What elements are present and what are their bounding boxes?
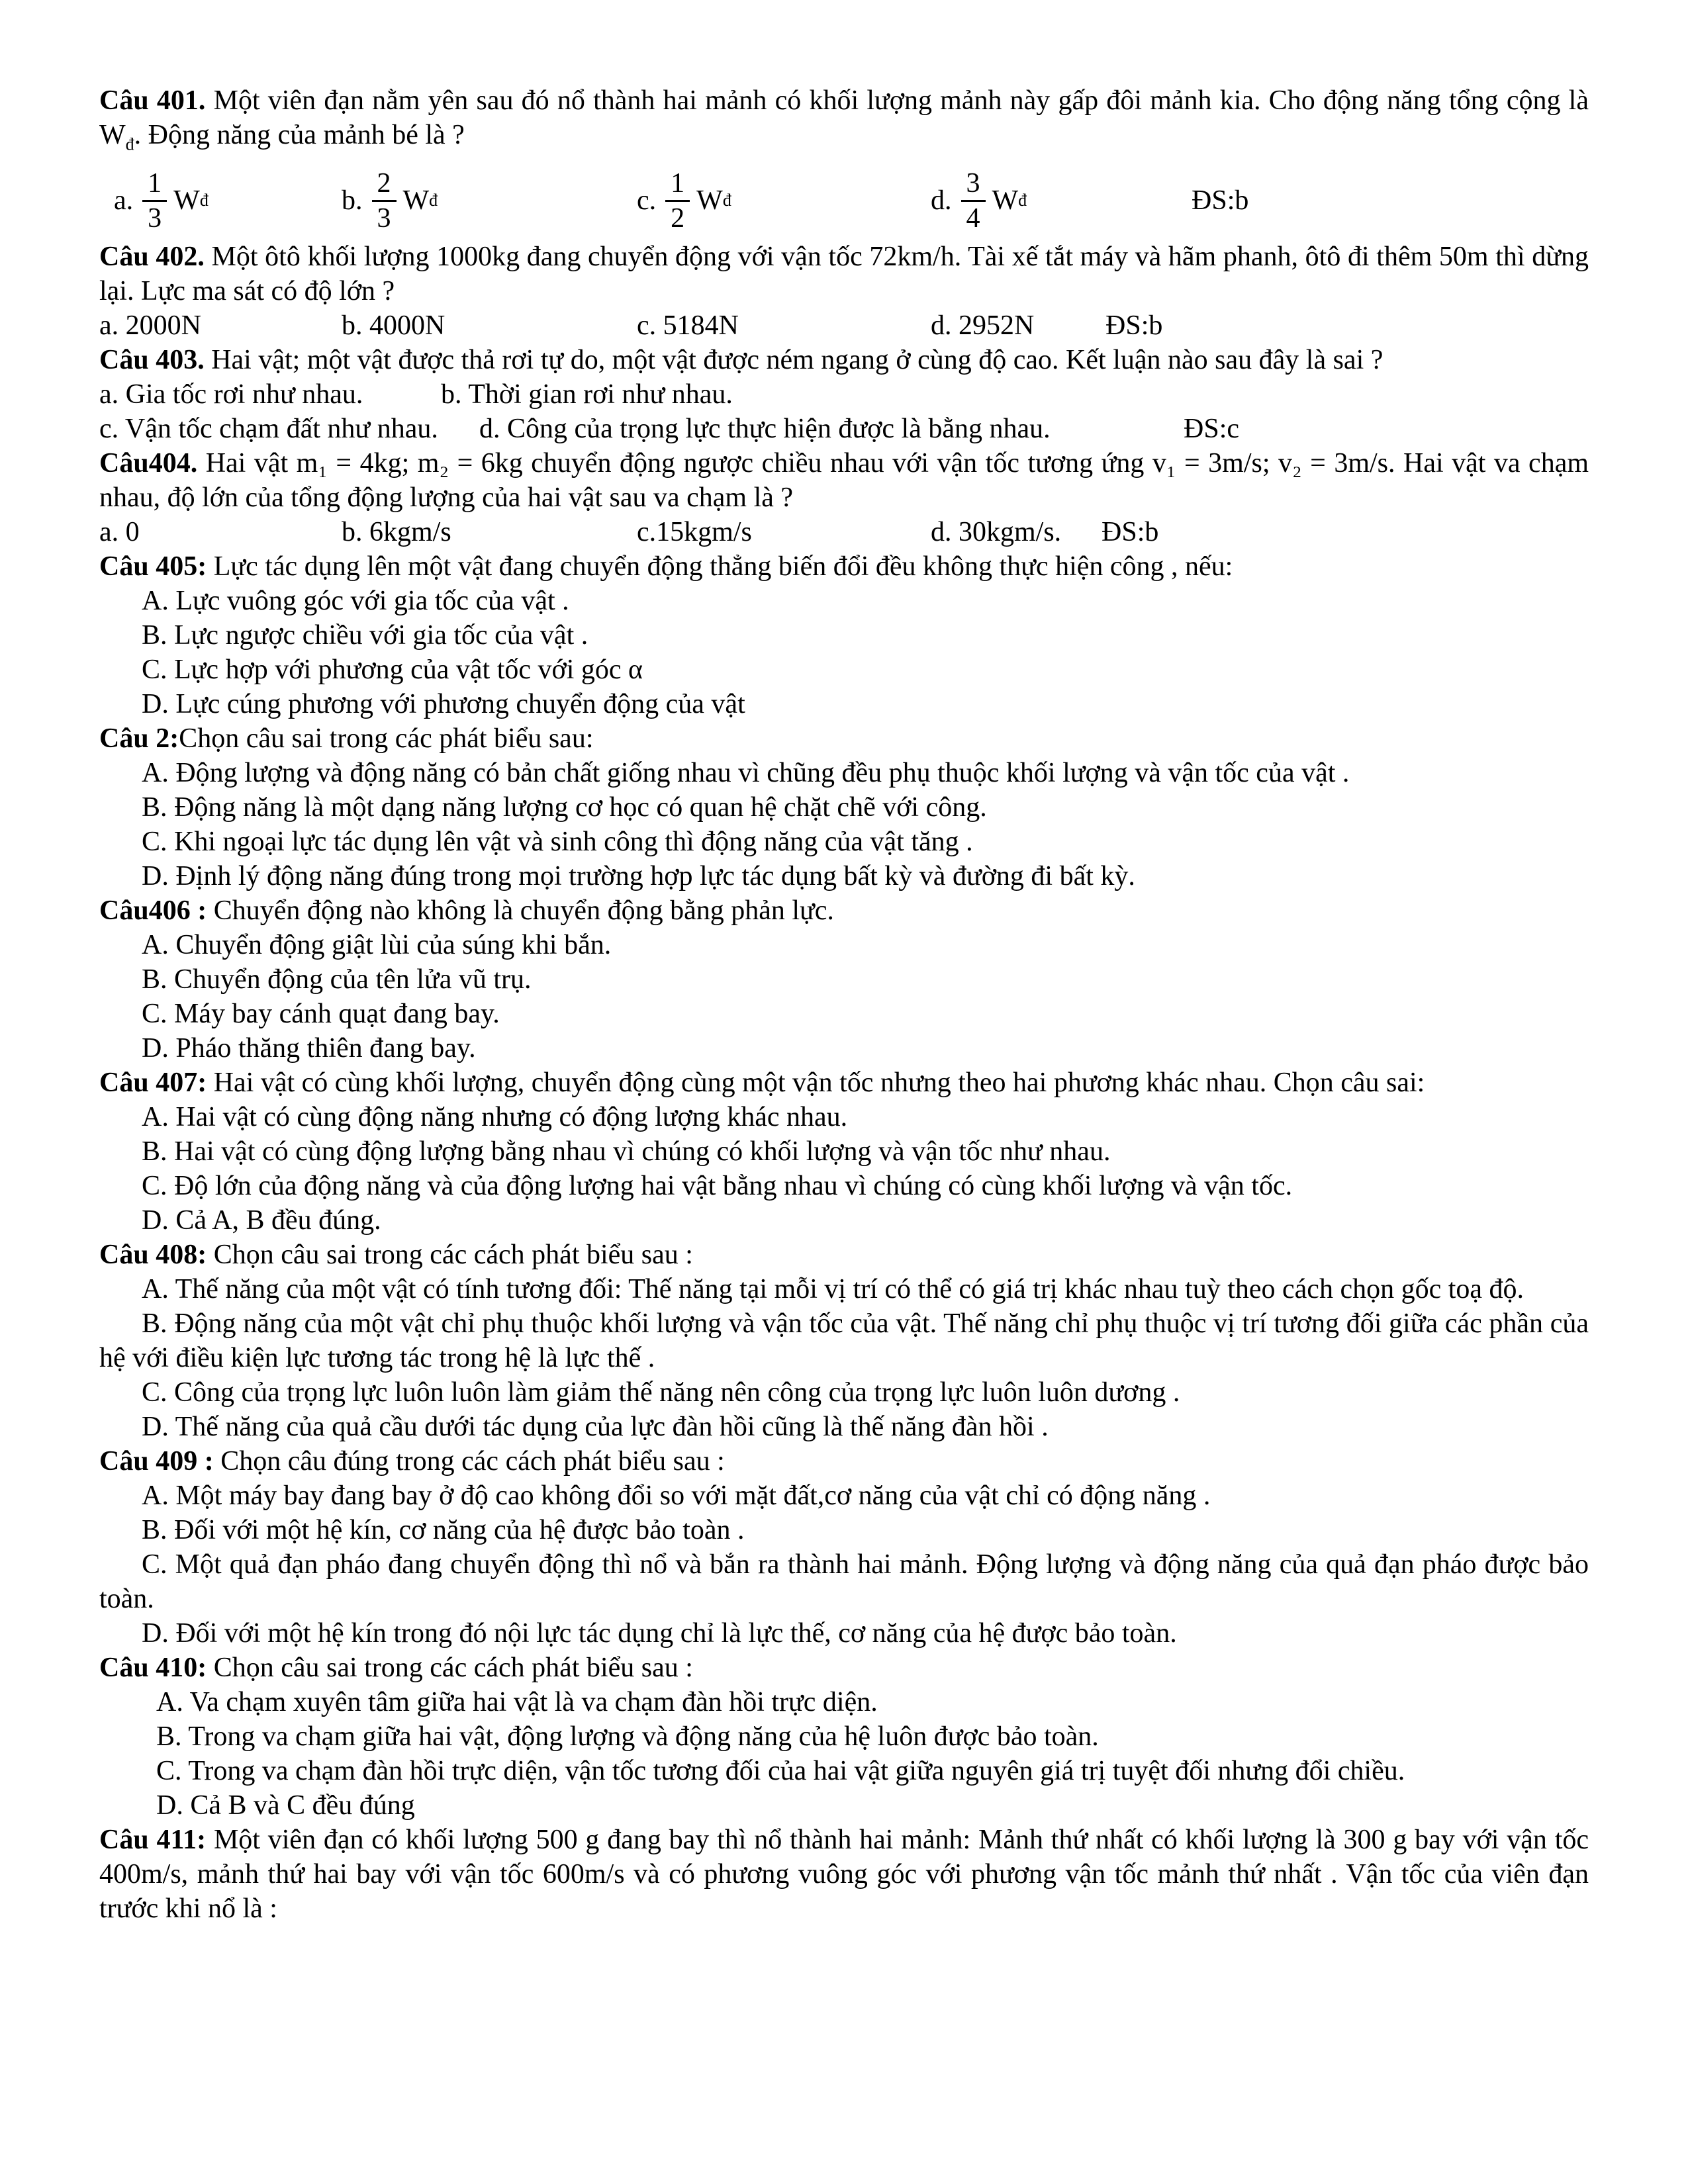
fraction-a [142,167,167,235]
question-402-label: Câu 402. [99,242,205,273]
question-411-text: Một viên đạn có khối lượng 500 g đang bay thì nổ thành hai mảnh: Mảnh thứ nhất có khối lượng là 300 g bay với vận tốc 400m/s, mảnh thứ hai bay với vận tốc 600m/s và có phương vuông góc với phương vận tốc mảnh thứ nhất . Vận tốc của viên đạn trước khi nổ là : [99,1825,1589,1925]
option-a-symbol: W [173,185,200,216]
option-b-symbol: W [402,185,430,216]
fraction-a-denominator: 3 [148,203,162,234]
question-407-text: Hai vật có cùng khối lượng, chuyển động cùng một vận tốc nhưng theo hai phương khác nhau. Chọn câu sai: [213,1068,1425,1099]
question-2 [99,721,1589,756]
fraction-c-numerator: 1 [665,167,690,202]
option-a-prefix: a. [114,185,134,216]
fraction-d-denominator: 4 [966,203,980,234]
question-408-label: Câu 408: [99,1240,207,1271]
question-2-option-a: A. Động lượng và động năng có bản chất giống nhau vì chũng đều phụ thuộc khối lượng và vận tốc của vật . [142,758,1350,789]
question-406-option-a: A. Chuyển động giật lùi của súng khi bắn. [142,930,612,961]
fraction-b-numerator: 2 [372,167,397,202]
question-2-option-d: D. Định lý động năng đúng trong mọi trường hợp lực tác dụng bất kỳ và đường đi bất kỳ. [142,861,1135,892]
question-404-option-b: b. 6kgm/s [342,517,451,548]
question-406-option-d: D. Pháo thăng thiên đang bay. [142,1033,476,1064]
question-401-text [99,85,1589,154]
fraction-b [372,167,397,235]
question-404-option-a: a. 0 [99,517,140,548]
question-404-text: Hai vật m₁ = 4kg; m₂ = 6kg chuyển động ngược chiều nhau với vận tốc tương ứng v₁ = 3m/s; v₂ = 3m/s. Hai vật va chạm nhau, độ lớn của tổng động lượng của hai vật sau va chạm là ? [99,448,1589,514]
question-407-option-b: B. Hai vật có cùng động lượng bằng nhau vì chúng có khối lượng và vận tốc như nhau. [142,1136,1111,1167]
option-a-symbol-subscript: đ [199,191,209,210]
question-404-option-c: c.15kgm/s [637,517,752,548]
question-405-option-c: C. Lực hợp với phương của vật tốc với góc α [142,655,643,686]
question-403-answer: ĐS:c [1184,414,1239,445]
question-411 [99,1823,1589,1926]
fraction-c-denominator: 2 [671,203,685,234]
option-c-symbol-subscript: đ [722,191,731,210]
question-401 [99,83,1589,161]
question-408-option-d: D. Thế năng của quả cầu dưới tác dụng của lực đàn hồi cũng là thế năng đàn hồi . [142,1412,1049,1443]
question-402-option-a: a. 2000N [99,310,201,341]
question-402-option-d: d. 2952N [931,310,1035,341]
option-b-symbol-subscript: đ [429,191,438,210]
question-402-option-c: c. 5184N [637,310,739,341]
fraction-a-numerator: 1 [142,167,167,202]
question-408-option-a: A. Thế năng của một vật có tính tương đối: Thế năng tại mỗi vị trí có thể có giá trị khác nhau tuỳ theo cách chọn gốc toạ độ. [142,1274,1524,1305]
question-409-option-c: C. Một quả đạn pháo đang chuyển động thì nổ và bắn ra thành hai mảnh. Động lượng và động năng của quả đạn pháo được bảo toàn. [99,1549,1589,1615]
question-401-option-c [637,161,731,240]
question-402-text: Một ôtô khối lượng 1000kg đang chuyển động với vận tốc 72km/h. Tài xế tắt máy và hãm phanh, ôtô đi thêm 50m thì dừng lại. Lực ma sát có độ lớn ? [99,242,1589,307]
question-401-label: Câu 401. [99,85,206,116]
question-408 [99,1238,1589,1272]
question-401-options-row [99,161,1589,240]
question-2-option-b: B. Động năng là một dạng năng lượng cơ học có quan hệ chặt chẽ với công. [142,792,987,823]
question-410-option-c: C. Trong va chạm đàn hồi trực diện, vận tốc tương đối của hai vật giữa nguyên giá trị tuyệt đối nhưng đổi chiều. [156,1756,1405,1787]
question-410-text: Chọn câu sai trong các cách phát biểu sau : [213,1653,693,1684]
question-403-label: Câu 403. [99,345,205,376]
question-402-option-b: b. 4000N [342,310,445,341]
fraction-b-denominator: 3 [377,203,391,234]
question-404-label: Câu404. [99,448,198,479]
option-c-prefix: c. [637,185,657,216]
question-401-option-d [931,161,1027,240]
question-406-option-b: B. Chuyển động của tên lửa vũ trụ. [142,964,532,995]
question-407-option-a: A. Hai vật có cùng động năng nhưng có động lượng khác nhau. [142,1102,848,1133]
question-410-option-b: B. Trong va chạm giữa hai vật, động lượng và động năng của hệ luôn được bảo toàn. [156,1721,1099,1752]
question-406-label: Câu406 : [99,895,207,927]
question-405-text: Lực tác dụng lên một vật đang chuyển động thẳng biến đổi đều không thực hiện công , nếu: [213,551,1233,582]
option-c-symbol: W [696,185,723,216]
question-404-answer: ĐS:b [1102,517,1159,548]
question-406-text: Chuyển động nào không là chuyển động bằng phản lực. [213,895,834,927]
question-401-option-b [342,161,438,240]
question-403-option-c: c. Vận tốc chạm đất như nhau. [99,414,438,445]
question-409-option-a: A. Một máy bay đang bay ở độ cao không đổi so với mặt đất,cơ năng của vật chỉ có động năng . [142,1480,1211,1512]
question-406 [99,893,1589,928]
question-401-text-pre: Một viên đạn nằm yên sau đó nổ thành hai mảnh có khối lượng mảnh này gấp đôi mảnh kia. Cho động năng tổng cộng là W [99,85,1589,150]
question-409-option-b: B. Đối với một hệ kín, cơ năng của hệ được bảo toàn . [142,1515,745,1546]
question-409 [99,1444,1589,1479]
question-406-option-c: C. Máy bay cánh quạt đang bay. [142,999,500,1030]
question-2-option-c: C. Khi ngoại lực tác dụng lên vật và sinh công thì động năng của vật tăng . [142,827,973,858]
question-408-option-c: C. Công của trọng lực luôn luôn làm giảm thế năng nên công của trọng lực luôn luôn dương . [142,1377,1180,1408]
question-2-text: Chọn câu sai trong các phát biểu sau: [179,723,594,754]
question-408-option-b: B. Động năng của một vật chỉ phụ thuộc khối lượng và vận tốc của vật. Thế năng chỉ phụ thuộc vị trí tương đối giữa các phần của hệ với điều kiện lực tương tác trong hệ là lực thế . [99,1308,1589,1374]
fraction-d-numerator: 3 [961,167,986,202]
option-b-prefix: b. [342,185,363,216]
question-410-option-a: A. Va chạm xuyên tâm giữa hai vật là va chạm đàn hồi trực diện. [156,1687,878,1718]
question-405 [99,549,1589,584]
question-403-option-b: b. Thời gian rơi như nhau. [441,379,733,410]
question-410-label: Câu 410: [99,1653,207,1684]
question-407-option-c: C. Độ lớn của động năng và của động lượng hai vật bằng nhau vì chúng có cùng khối lượng và vận tốc. [142,1171,1293,1202]
question-408-text: Chọn câu sai trong các cách phát biểu sau : [213,1240,693,1271]
question-401-text-subscript: đ [125,134,134,154]
question-409-label: Câu 409 : [99,1446,214,1477]
question-405-option-a: A. Lực vuông góc với gia tốc của vật . [142,586,569,617]
question-410-option-d: D. Cả B và C đều đúng [156,1790,415,1821]
option-d-prefix: d. [931,185,952,216]
question-407 [99,1066,1589,1100]
question-402 [99,240,1589,308]
question-411-label: Câu 411: [99,1825,207,1856]
question-407-label: Câu 407: [99,1068,207,1099]
question-407-option-d: D. Cả A, B đều đúng. [142,1205,381,1236]
question-403-option-d: d. Công của trọng lực thực hiện được là bằng nhau. [479,414,1051,445]
question-409-text: Chọn câu đúng trong các cách phát biểu sau : [220,1446,725,1477]
question-403 [99,343,1589,377]
fraction-c [665,167,690,235]
question-403-option-a: a. Gia tốc rơi như nhau. [99,379,363,410]
question-405-option-d: D. Lực cúng phương với phương chuyển động của vật [142,689,745,720]
question-404-option-d: d. 30kgm/s. [931,517,1062,548]
question-402-options-row [99,308,1589,343]
question-405-option-b: B. Lực ngược chiều với gia tốc của vật . [142,620,588,651]
question-403-text: Hai vật; một vật được thả rơi tự do, một vật được ném ngang ở cùng độ cao. Kết luận nào sau đây là sai ? [211,345,1383,376]
question-404-options-row [99,515,1589,549]
option-d-symbol: W [992,185,1019,216]
question-2-label: Câu 2: [99,723,179,754]
question-404 [99,446,1589,515]
question-410 [99,1651,1589,1685]
question-403-options-row-2 [99,412,1589,446]
fraction-d [961,167,986,235]
option-d-symbol-subscript: đ [1018,191,1027,210]
question-405-label: Câu 405: [99,551,207,582]
question-401-option-a [114,161,209,240]
question-401-answer: ĐS:b [1192,185,1249,216]
question-403-options-row-1 [99,377,1589,412]
question-401-text-post: . Động năng của mảnh bé là ? [134,120,465,150]
question-402-answer: ĐS:b [1105,310,1163,341]
question-409-option-d: D. Đối với một hệ kín trong đó nội lực tác dụng chỉ là lực thế, cơ năng của hệ được bảo toàn. [142,1618,1177,1649]
